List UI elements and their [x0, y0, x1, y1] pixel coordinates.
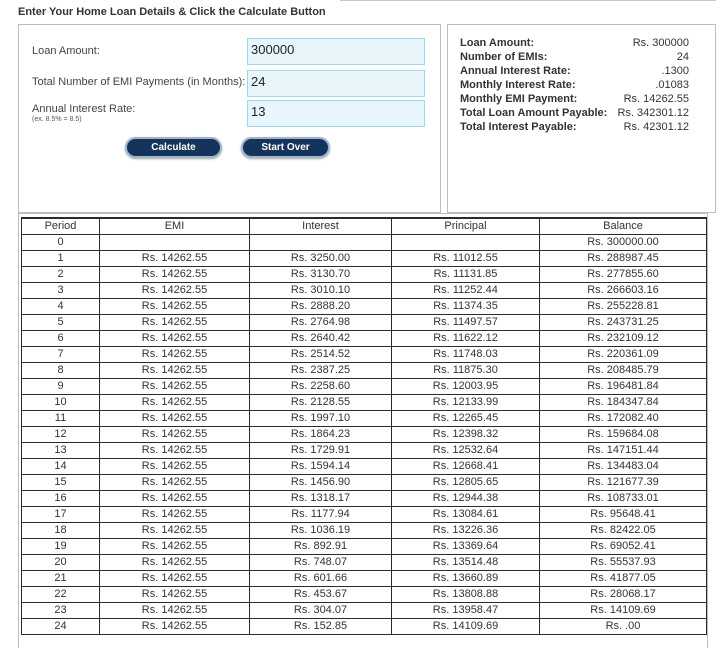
summary-label: Total Loan Amount Payable: — [460, 107, 608, 119]
summary-value: Rs. 42301.12 — [623, 121, 689, 133]
principal-cell: Rs. 13084.61 — [392, 507, 540, 523]
balance-cell: Rs. 41877.05 — [540, 571, 707, 587]
interest-cell: Rs. 304.07 — [250, 603, 392, 619]
emi-cell: Rs. 14262.55 — [100, 395, 250, 411]
summary-value: .1300 — [661, 65, 689, 77]
period-cell: 13 — [22, 443, 100, 459]
period-cell: 23 — [22, 603, 100, 619]
period-cell: 15 — [22, 475, 100, 491]
period-cell: 11 — [22, 411, 100, 427]
balance-cell: Rs. 55537.93 — [540, 555, 707, 571]
emi-cell: Rs. 14262.55 — [100, 251, 250, 267]
loan-amount-label: Loan Amount: — [32, 45, 100, 57]
summary-value: 24 — [676, 51, 689, 63]
interest-cell: Rs. 1456.90 — [250, 475, 392, 491]
summary-label: Monthly EMI Payment: — [460, 93, 578, 105]
interest-cell: Rs. 1729.91 — [250, 443, 392, 459]
balance-cell: Rs. 108733.01 — [540, 491, 707, 507]
table-row — [22, 555, 707, 571]
period-cell: 1 — [22, 251, 100, 267]
table-row — [22, 411, 707, 427]
emi-cell: Rs. 14262.55 — [100, 523, 250, 539]
summary-label: Loan Amount: — [460, 37, 535, 49]
period-cell: 18 — [22, 523, 100, 539]
period-cell: 4 — [22, 299, 100, 315]
summary-row — [460, 92, 689, 106]
principal-cell: Rs. 11374.35 — [392, 299, 540, 315]
balance-cell: Rs. 300000.00 — [540, 235, 707, 251]
interest-cell: Rs. 2258.60 — [250, 379, 392, 395]
table-row — [22, 299, 707, 315]
principal-cell: Rs. 12133.99 — [392, 395, 540, 411]
summary-value: .01083 — [655, 79, 689, 91]
interest-cell: Rs. 1036.19 — [250, 523, 392, 539]
balance-cell: Rs. 172082.40 — [540, 411, 707, 427]
table-row — [22, 235, 707, 251]
emi-cell: Rs. 14262.55 — [100, 539, 250, 555]
interest-cell: Rs. 3250.00 — [250, 251, 392, 267]
period-cell: 17 — [22, 507, 100, 523]
principal-cell: Rs. 12805.65 — [392, 475, 540, 491]
principal-cell: Rs. 13808.88 — [392, 587, 540, 603]
emi-cell — [100, 235, 250, 251]
table-row — [22, 363, 707, 379]
balance-cell: Rs. 220361.09 — [540, 347, 707, 363]
principal-cell: Rs. 13514.48 — [392, 555, 540, 571]
interest-cell: Rs. 1318.17 — [250, 491, 392, 507]
table-row — [22, 331, 707, 347]
balance-header: Balance — [540, 218, 707, 235]
principal-cell: Rs. 12398.32 — [392, 427, 540, 443]
summary-label: Monthly Interest Rate: — [460, 79, 576, 91]
principal-cell: Rs. 11497.57 — [392, 315, 540, 331]
balance-cell: Rs. 69052.41 — [540, 539, 707, 555]
period-cell: 22 — [22, 587, 100, 603]
principal-header: Principal — [392, 218, 540, 235]
emi-cell: Rs. 14262.55 — [100, 587, 250, 603]
interest-rate-hint: (ex. 8.5% = 8.5) — [32, 116, 82, 123]
table-row — [22, 619, 707, 635]
interest-cell: Rs. 1594.14 — [250, 459, 392, 475]
interest-cell: Rs. 1997.10 — [250, 411, 392, 427]
principal-cell: Rs. 12532.64 — [392, 443, 540, 459]
summary-value: Rs. 14262.55 — [623, 93, 689, 105]
balance-cell: Rs. 243731.25 — [540, 315, 707, 331]
interest-cell: Rs. 2128.55 — [250, 395, 392, 411]
period-cell: 16 — [22, 491, 100, 507]
balance-cell: Rs. 147151.44 — [540, 443, 707, 459]
balance-cell: Rs. 159684.08 — [540, 427, 707, 443]
principal-cell — [392, 235, 540, 251]
period-cell: 10 — [22, 395, 100, 411]
balance-cell: Rs. 14109.69 — [540, 603, 707, 619]
table-row — [22, 571, 707, 587]
emi-cell: Rs. 14262.55 — [100, 283, 250, 299]
period-cell: 19 — [22, 539, 100, 555]
interest-rate-input[interactable]: 13 — [247, 100, 425, 127]
schedule-table — [21, 217, 707, 635]
schedule-header-row — [22, 218, 707, 235]
summary-value: Rs. 342301.12 — [617, 107, 689, 119]
emi-count-input[interactable]: 24 — [247, 70, 425, 97]
interest-cell: Rs. 2514.52 — [250, 347, 392, 363]
emi-cell: Rs. 14262.55 — [100, 571, 250, 587]
emi-cell: Rs. 14262.55 — [100, 299, 250, 315]
principal-cell: Rs. 12265.45 — [392, 411, 540, 427]
balance-cell: Rs. 82422.05 — [540, 523, 707, 539]
emi-cell: Rs. 14262.55 — [100, 459, 250, 475]
table-row — [22, 395, 707, 411]
table-row — [22, 475, 707, 491]
principal-cell: Rs. 14109.69 — [392, 619, 540, 635]
emi-cell: Rs. 14262.55 — [100, 507, 250, 523]
balance-cell: Rs. 208485.79 — [540, 363, 707, 379]
table-row — [22, 251, 707, 267]
period-cell: 7 — [22, 347, 100, 363]
interest-cell: Rs. 2764.98 — [250, 315, 392, 331]
interest-cell: Rs. 748.07 — [250, 555, 392, 571]
emi-cell: Rs. 14262.55 — [100, 619, 250, 635]
balance-cell: Rs. 232109.12 — [540, 331, 707, 347]
emi-cell: Rs. 14262.55 — [100, 443, 250, 459]
summary-row — [460, 78, 689, 92]
emi-cell: Rs. 14262.55 — [100, 427, 250, 443]
balance-cell: Rs. 134483.04 — [540, 459, 707, 475]
principal-cell: Rs. 11622.12 — [392, 331, 540, 347]
period-cell: 0 — [22, 235, 100, 251]
summary-row — [460, 120, 689, 134]
interest-cell: Rs. 2640.42 — [250, 331, 392, 347]
amortization-schedule — [18, 213, 708, 648]
emi-cell: Rs. 14262.55 — [100, 347, 250, 363]
summary-row — [460, 50, 689, 64]
interest-header: Interest — [250, 218, 392, 235]
emi-cell: Rs. 14262.55 — [100, 475, 250, 491]
balance-cell: Rs. 277855.60 — [540, 267, 707, 283]
period-cell: 8 — [22, 363, 100, 379]
balance-cell: Rs. 121677.39 — [540, 475, 707, 491]
loan-summary-panel — [447, 24, 716, 213]
table-row — [22, 347, 707, 363]
principal-cell: Rs. 12003.95 — [392, 379, 540, 395]
table-row — [22, 539, 707, 555]
balance-cell: Rs. 288987.45 — [540, 251, 707, 267]
principal-cell: Rs. 13226.36 — [392, 523, 540, 539]
balance-cell: Rs. 95648.41 — [540, 507, 707, 523]
emi-cell: Rs. 14262.55 — [100, 331, 250, 347]
balance-cell: Rs. 28068.17 — [540, 587, 707, 603]
interest-cell: Rs. 601.66 — [250, 571, 392, 587]
period-header: Period — [22, 218, 100, 235]
calculate-button[interactable]: Calculate — [125, 137, 222, 158]
principal-cell: Rs. 11252.44 — [392, 283, 540, 299]
summary-label: Annual Interest Rate: — [460, 65, 571, 77]
emi-cell: Rs. 14262.55 — [100, 491, 250, 507]
interest-cell: Rs. 2387.25 — [250, 363, 392, 379]
period-cell: 24 — [22, 619, 100, 635]
period-cell: 14 — [22, 459, 100, 475]
period-cell: 5 — [22, 315, 100, 331]
summary-value: Rs. 300000 — [632, 37, 689, 49]
summary-label: Number of EMIs: — [460, 51, 548, 63]
emi-count-label: Total Number of EMI Payments (in Months): — [32, 76, 246, 88]
balance-cell: Rs. 196481.84 — [540, 379, 707, 395]
period-cell: 2 — [22, 267, 100, 283]
interest-cell: Rs. 3130.70 — [250, 267, 392, 283]
loan-amount-input[interactable]: 300000 — [247, 38, 425, 65]
balance-cell: Rs. 184347.84 — [540, 395, 707, 411]
interest-cell: Rs. 152.85 — [250, 619, 392, 635]
table-row — [22, 491, 707, 507]
summary-row — [460, 106, 689, 120]
page-title: Enter Your Home Loan Details & Click the Calculate Button — [18, 6, 326, 18]
period-cell: 21 — [22, 571, 100, 587]
interest-cell: Rs. 3010.10 — [250, 283, 392, 299]
period-cell: 9 — [22, 379, 100, 395]
balance-cell: Rs. .00 — [540, 619, 707, 635]
table-row — [22, 507, 707, 523]
period-cell: 20 — [22, 555, 100, 571]
principal-cell: Rs. 13369.64 — [392, 539, 540, 555]
interest-cell: Rs. 892.91 — [250, 539, 392, 555]
emi-cell: Rs. 14262.55 — [100, 379, 250, 395]
principal-cell: Rs. 11012.55 — [392, 251, 540, 267]
table-row — [22, 427, 707, 443]
emi-cell: Rs. 14262.55 — [100, 267, 250, 283]
balance-cell: Rs. 266603.16 — [540, 283, 707, 299]
table-row — [22, 443, 707, 459]
table-row — [22, 379, 707, 395]
principal-cell: Rs. 11748.03 — [392, 347, 540, 363]
emi-cell: Rs. 14262.55 — [100, 363, 250, 379]
interest-cell: Rs. 1864.23 — [250, 427, 392, 443]
interest-cell: Rs. 2888.20 — [250, 299, 392, 315]
principal-cell: Rs. 13958.47 — [392, 603, 540, 619]
interest-cell: Rs. 1177.94 — [250, 507, 392, 523]
principal-cell: Rs. 11131.85 — [392, 267, 540, 283]
table-row — [22, 267, 707, 283]
table-row — [22, 315, 707, 331]
period-cell: 12 — [22, 427, 100, 443]
principal-cell: Rs. 11875.30 — [392, 363, 540, 379]
summary-row — [460, 36, 689, 50]
period-cell: 6 — [22, 331, 100, 347]
table-row — [22, 459, 707, 475]
summary-label: Total Interest Payable: — [460, 121, 577, 133]
table-row — [22, 603, 707, 619]
principal-cell: Rs. 12944.38 — [392, 491, 540, 507]
summary-row — [460, 64, 689, 78]
emi-cell: Rs. 14262.55 — [100, 411, 250, 427]
principal-cell: Rs. 13660.89 — [392, 571, 540, 587]
table-row — [22, 283, 707, 299]
top-divider — [340, 0, 716, 1]
emi-cell: Rs. 14262.55 — [100, 603, 250, 619]
interest-cell — [250, 235, 392, 251]
emi-cell: Rs. 14262.55 — [100, 315, 250, 331]
period-cell: 3 — [22, 283, 100, 299]
start-over-button[interactable]: Start Over — [241, 137, 330, 158]
interest-rate-label: Annual Interest Rate: — [32, 103, 136, 115]
interest-cell: Rs. 453.67 — [250, 587, 392, 603]
table-row — [22, 587, 707, 603]
emi-cell: Rs. 14262.55 — [100, 555, 250, 571]
table-row — [22, 523, 707, 539]
balance-cell: Rs. 255228.81 — [540, 299, 707, 315]
loan-input-panel — [18, 24, 441, 213]
emi-header: EMI — [100, 218, 250, 235]
principal-cell: Rs. 12668.41 — [392, 459, 540, 475]
